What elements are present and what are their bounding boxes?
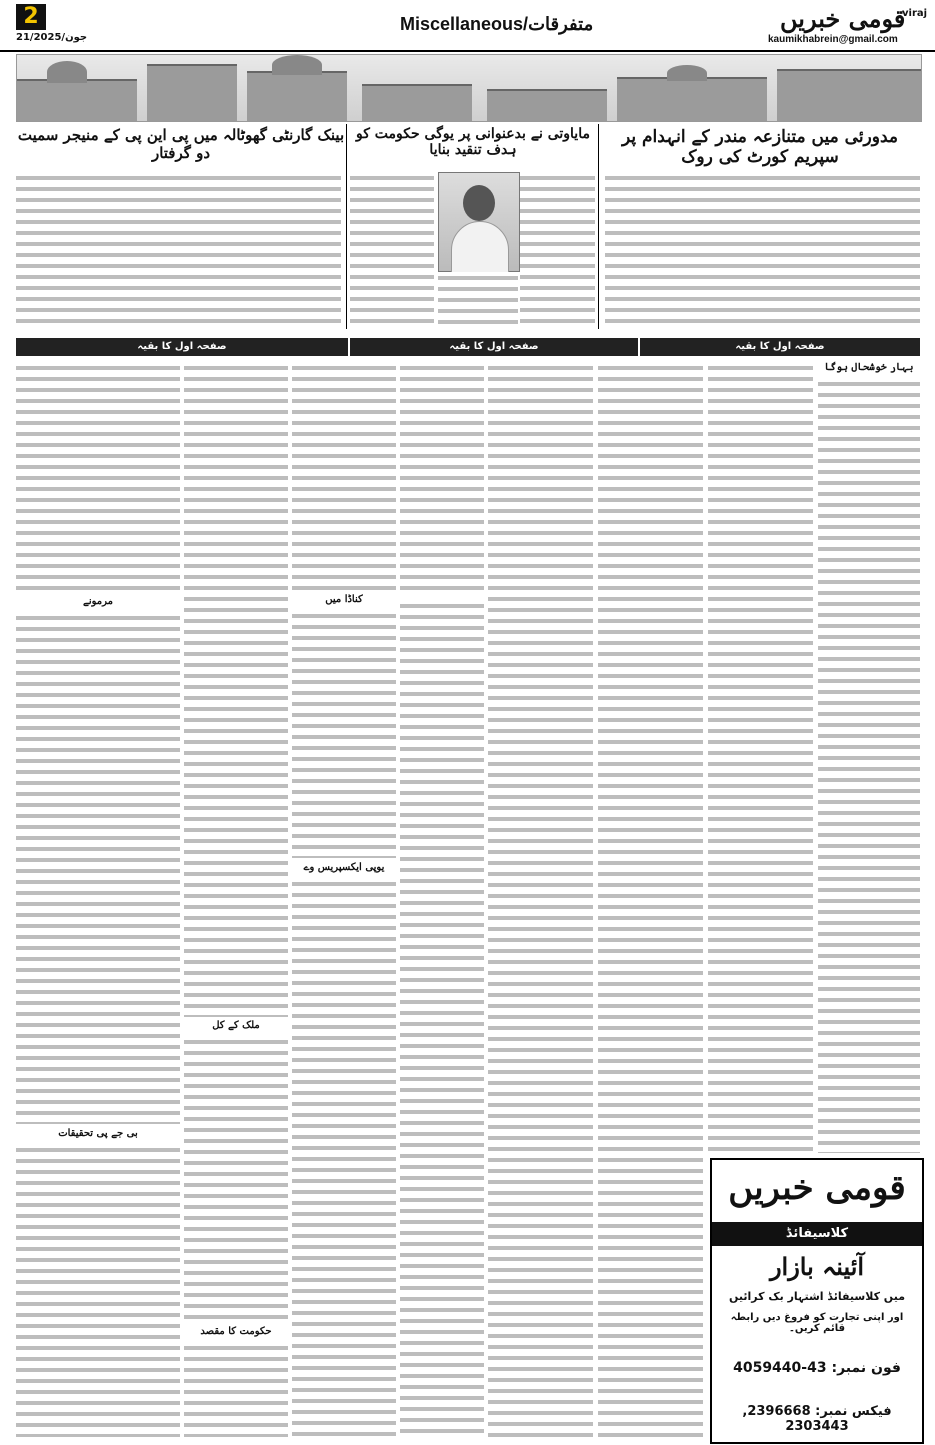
ad-fax: فیکس نمبر: 2396668, 2303443 — [742, 1404, 892, 1434]
article-column — [16, 612, 180, 1124]
subhead-bihar: بہار خوشحال ہوگا — [824, 362, 914, 373]
viraj-logo: viraj — [902, 8, 928, 19]
article-column — [292, 362, 396, 590]
classified-ad[interactable] — [710, 1158, 924, 1444]
headline-middle: مایاوتی نے بدعنوانی پر یوگی حکومت کو ہدف تنقید بنایا — [356, 126, 590, 158]
continued-band: صفحہ اول کا بقیہ — [350, 338, 638, 356]
story-body-middle — [520, 172, 595, 324]
article-column — [400, 362, 484, 597]
ad-line: میں کلاسیفائڈ اشتہار بک کرائیں — [728, 1290, 906, 1303]
story-body-middle — [350, 172, 434, 324]
article-column — [184, 1036, 288, 1322]
page-number: 2 — [16, 4, 46, 30]
subhead-marmu: مرمونے — [82, 596, 114, 607]
article-column — [16, 362, 180, 594]
article-column — [292, 878, 396, 1437]
story-body-middle — [438, 272, 518, 324]
newspaper-brand: قومی خبریں — [780, 4, 906, 33]
section-title: Miscellaneous/متفرقات — [400, 14, 594, 34]
issue-date: 21/جون/2025 — [16, 32, 88, 43]
headline-main: مدورئی میں متنازعہ مندر کے انہدام پر سپریم کورٹ کی روک — [621, 127, 899, 167]
continued-band: صفحہ اول کا بقیہ — [16, 338, 348, 356]
subhead-govt-purpose: حکومت کا مقصد — [200, 1326, 272, 1337]
article-column — [598, 362, 703, 1437]
story-body-main — [605, 172, 920, 324]
continued-band: صفحہ اول کا بقیہ — [640, 338, 920, 356]
article-column — [16, 1144, 180, 1437]
contact-email[interactable]: kaumikhabrein@gmail.com — [768, 34, 898, 45]
masthead — [0, 0, 935, 52]
ad-phone: فون نمبر: 43-4059440 — [733, 1360, 901, 1376]
ad-strip: کلاسیفائڈ — [712, 1222, 922, 1246]
column-divider — [598, 124, 599, 329]
article-column — [184, 1342, 288, 1437]
subhead-bjp: بی جے پی تحقیقات — [58, 1128, 138, 1139]
column-divider — [346, 124, 347, 329]
ad-line: اور اپنی تجارت کو فروغ دیں رابطہ قائم کریں۔ — [730, 1312, 904, 1334]
article-column — [184, 362, 288, 1017]
subhead-country: ملک کے کل — [212, 1020, 260, 1031]
mayawati-photo — [438, 172, 520, 272]
article-column — [400, 600, 484, 1437]
ad-title: آئینہ بازار — [769, 1252, 865, 1281]
article-column — [818, 378, 920, 1153]
subhead-expressway: یوپی ایکسپریس وے — [303, 862, 385, 873]
story-body-left — [16, 172, 341, 324]
article-column — [488, 362, 593, 1437]
headline-left: بینک گارنٹی گھوٹالہ میں پی این پی کے منیجر سمیت دو گرفتار — [17, 126, 345, 162]
subhead-kanada: کناڈا میں — [325, 594, 363, 605]
article-column — [708, 362, 813, 1152]
monuments-banner — [16, 54, 922, 122]
ad-brand: قومی خبریں — [728, 1168, 906, 1208]
article-column — [292, 610, 396, 858]
